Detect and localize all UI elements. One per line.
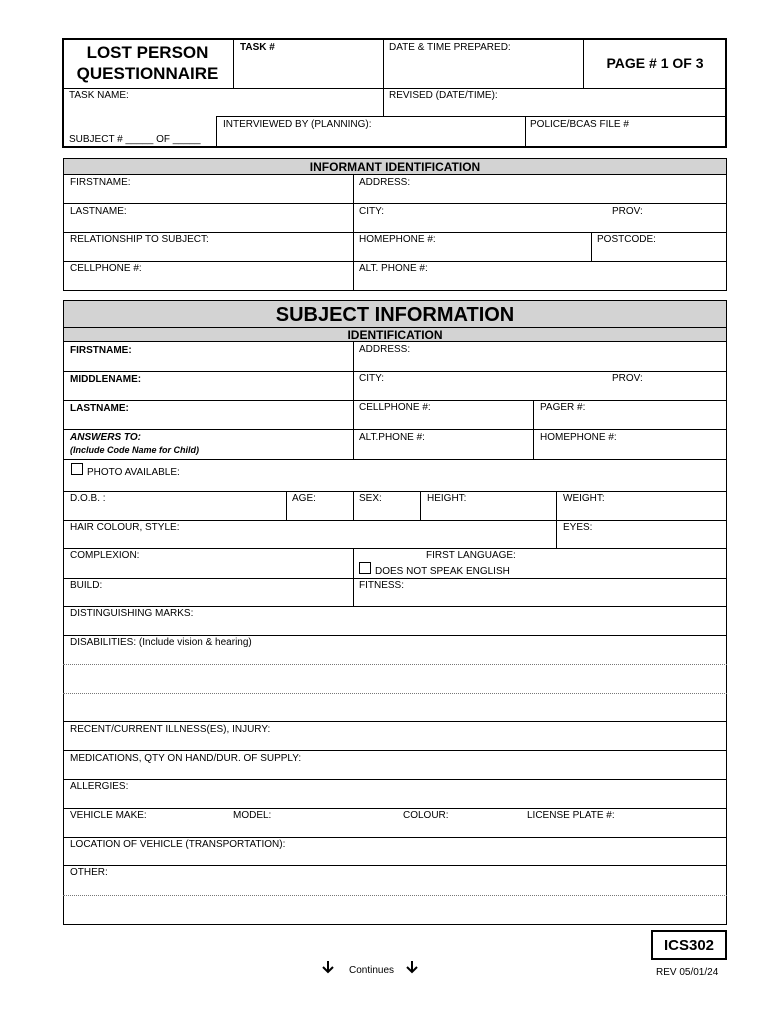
informant-prov-field[interactable]: PROV: xyxy=(612,206,643,217)
disabilities-field[interactable]: DISABILITIES: (Include vision & hearing) xyxy=(70,637,252,648)
informant-homephone-field[interactable]: HOMEPHONE #: xyxy=(359,234,436,245)
revision-date: REV 05/01/24 xyxy=(656,967,719,978)
continues-label: Continues xyxy=(349,965,395,976)
height-field[interactable]: HEIGHT: xyxy=(427,493,467,504)
identification-subtitle: IDENTIFICATION xyxy=(64,328,726,342)
hair-field[interactable]: HAIR COLOUR, STYLE: xyxy=(70,522,180,533)
subject-number-field[interactable]: SUBJECT # _____ OF _____ xyxy=(69,134,201,145)
task-number-field[interactable]: TASK # xyxy=(240,42,275,53)
subject-homephone-field[interactable]: HOMEPHONE #: xyxy=(540,432,617,443)
answers-to-note: (Include Code Name for Child) xyxy=(70,445,200,455)
informant-lastname-field[interactable]: LASTNAME: xyxy=(70,206,127,217)
informant-firstname-field[interactable]: FIRSTNAME: xyxy=(70,177,131,188)
informant-alt-phone-field[interactable]: ALT. PHONE #: xyxy=(359,263,428,274)
sex-field[interactable]: SEX: xyxy=(359,493,382,504)
eyes-field[interactable]: EYES: xyxy=(563,522,593,533)
subject-address-field[interactable]: ADDRESS: xyxy=(359,344,411,355)
allergies-field[interactable]: ALLERGIES: xyxy=(70,781,129,792)
photo-available-label: PHOTO AVAILABLE: xyxy=(87,467,180,478)
form-code: ICS302 xyxy=(663,937,715,954)
subject-pager-field[interactable]: PAGER #: xyxy=(540,402,586,413)
complexion-field[interactable]: COMPLEXION: xyxy=(70,550,140,561)
vehicle-make-field[interactable]: VEHICLE MAKE: xyxy=(70,810,147,821)
illness-field[interactable]: RECENT/CURRENT ILLNESS(ES), INJURY: xyxy=(70,724,271,735)
subject-alt-phone-field[interactable]: ALT.PHONE #: xyxy=(359,432,425,443)
fitness-field[interactable]: FITNESS: xyxy=(359,580,405,591)
subject-firstname-field[interactable]: FIRSTNAME: xyxy=(70,345,132,356)
police-file-field[interactable]: POLICE/BCAS FILE # xyxy=(530,119,629,130)
subject-city-field[interactable]: CITY: xyxy=(359,373,385,384)
arrow-down-icon xyxy=(406,960,418,974)
informant-postcode-field[interactable]: POSTCODE: xyxy=(597,234,656,245)
vehicle-location-field[interactable]: LOCATION OF VEHICLE (TRANSPORTATION): xyxy=(70,839,286,850)
subject-cellphone-field[interactable]: CELLPHONE #: xyxy=(359,402,431,413)
weight-field[interactable]: WEIGHT: xyxy=(563,493,605,504)
interviewed-by-field[interactable]: INTERVIEWED BY (PLANNING): xyxy=(223,119,372,130)
photo-available-checkbox[interactable] xyxy=(71,463,83,475)
no-english-label: DOES NOT SPEAK ENGLISH xyxy=(375,566,510,577)
page-number: PAGE # 1 OF 3 xyxy=(606,55,704,71)
medications-field[interactable]: MEDICATIONS, QTY ON HAND/DUR. OF SUPPLY: xyxy=(70,753,302,764)
subject-section-title: SUBJECT INFORMATION xyxy=(64,301,726,328)
subject-lastname-field[interactable]: LASTNAME: xyxy=(70,403,129,414)
other-field[interactable]: OTHER: xyxy=(70,867,108,878)
no-english-checkbox[interactable] xyxy=(359,562,371,574)
arrow-down-icon xyxy=(322,960,334,974)
subject-prov-field[interactable]: PROV: xyxy=(612,373,643,384)
subject-middlename-field[interactable]: MIDDLENAME: xyxy=(70,374,142,385)
first-language-field[interactable]: FIRST LANGUAGE: xyxy=(426,550,516,561)
informant-relationship-field[interactable]: RELATIONSHIP TO SUBJECT: xyxy=(70,234,209,245)
informant-section-title: INFORMANT IDENTIFICATION xyxy=(64,159,726,175)
build-field[interactable]: BUILD: xyxy=(70,580,103,591)
informant-city-field[interactable]: CITY: xyxy=(359,206,385,217)
distinguishing-marks-field[interactable]: DISTINGUISHING MARKS: xyxy=(70,608,194,619)
age-field[interactable]: AGE: xyxy=(292,493,316,504)
date-prepared-field[interactable]: DATE & TIME PREPARED: xyxy=(389,42,511,53)
revised-field[interactable]: REVISED (DATE/TIME): xyxy=(389,90,498,101)
informant-address-field[interactable]: ADDRESS: xyxy=(359,177,411,188)
vehicle-model-field[interactable]: MODEL: xyxy=(233,810,272,821)
license-plate-field[interactable]: LICENSE PLATE #: xyxy=(527,810,615,821)
task-name-field[interactable]: TASK NAME: xyxy=(69,90,129,101)
form-title-line1: LOST PERSON xyxy=(86,43,209,62)
vehicle-colour-field[interactable]: COLOUR: xyxy=(403,810,449,821)
form-title-line2: QUESTIONNAIRE xyxy=(76,64,219,83)
answers-to-field[interactable]: ANSWERS TO: xyxy=(70,432,141,443)
informant-cellphone-field[interactable]: CELLPHONE #: xyxy=(70,263,142,274)
dob-field[interactable]: D.O.B. : xyxy=(70,493,106,504)
